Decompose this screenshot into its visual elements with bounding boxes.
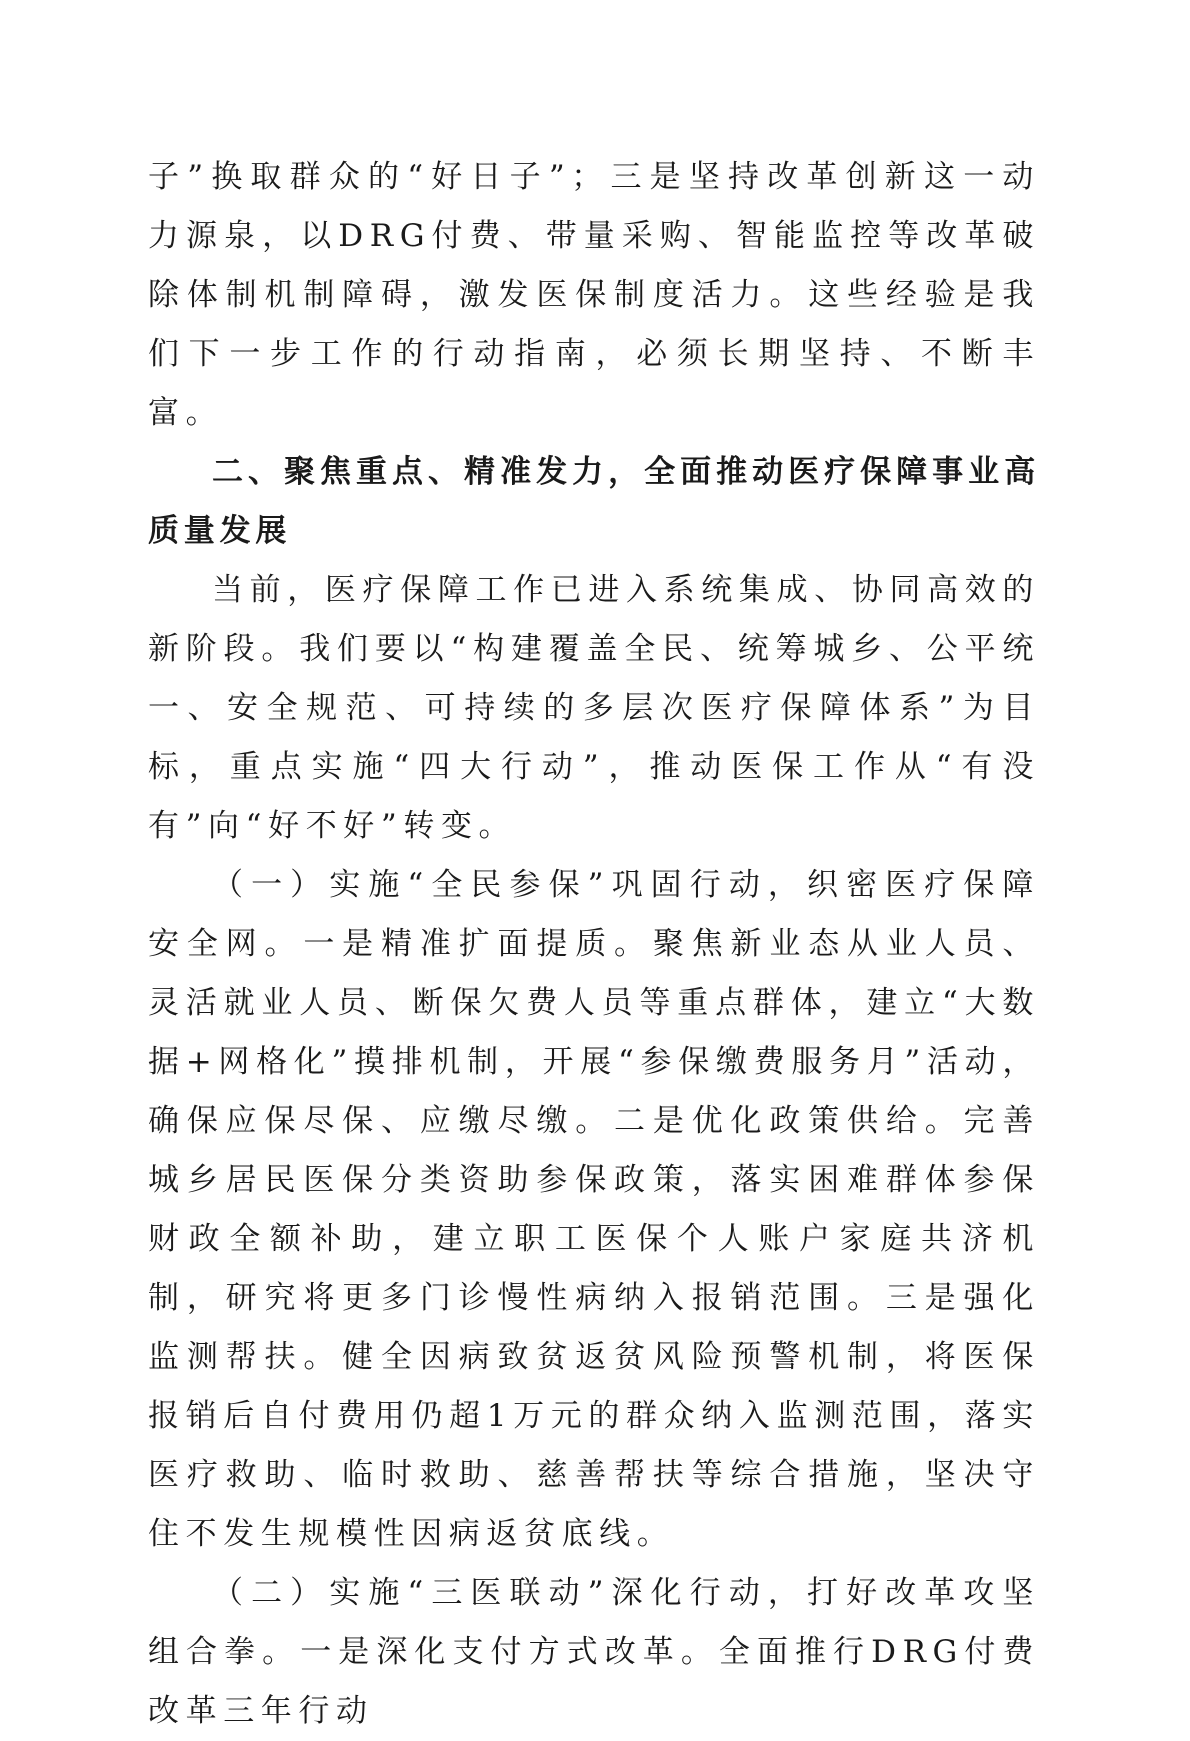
paragraph-action-one: （一）实施“全民参保”巩固行动，织密医疗保障安全网。一是精准扩面提质。聚焦新业态从业人员、灵活就业人员、断保欠费人员等重点群体，建立“大数据+网格化”摸排机制，开展“参保缴费服务月”活动，确保应保尽保、应缴尽缴。二是优化政策供给。完善城乡居民医保分类资助参保政策，落实困难群体参保财政全额补助，建立职工医保个人账户家庭共济机制，研究将更多门诊慢性病纳入报销范围。三是强化监测帮扶。健全因病致贫返贫风险预警机制，将医保报销后自付费用仍超1万元的群众纳入监测范围，落实医疗救助、临时救助、慈善帮扶等综合措施，坚决守住不发生规模性因病返贫底线。 xyxy=(148,867,1040,1552)
paragraph-action-two: （二）实施“三医联动”深化行动，打好改革攻坚组合拳。一是深化支付方式改革。全面推行DRG付费改革三年行动 xyxy=(148,1575,1040,1729)
document-body xyxy=(148,148,1040,1741)
paragraph-intro: 当前，医疗保障工作已进入系统集成、协同高效的新阶段。我们要以“构建覆盖全民、统筹城乡、公平统一、安全规范、可持续的多层次医疗保障体系”为目标，重点实施“四大行动”，推动医保工作从“有没有”向“好不好”转变。 xyxy=(148,572,1040,844)
section-heading: 二、聚焦重点、精准发力，全面推动医疗保障事业高质量发展 xyxy=(148,454,1040,549)
paragraph-continuation: 子”换取群众的“好日子”；三是坚持改革创新这一动力源泉，以DRG付费、带量采购、智能监控等改革破除体制机制障碍，激发医保制度活力。这些经验是我们下一步工作的行动指南，必须长期坚持、不断丰富。 xyxy=(148,159,1040,431)
